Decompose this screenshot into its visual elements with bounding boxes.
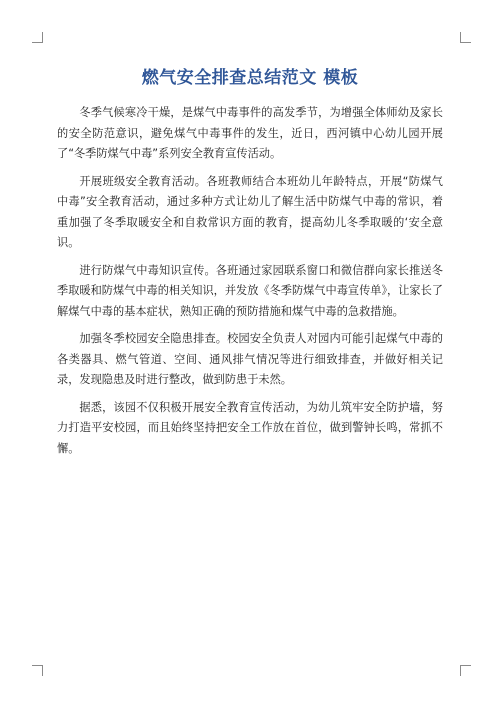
paragraph-2: 开展班级安全教育活动。各班教师结合本班幼儿年龄特点，开展“防煤气中毒”安全教育活动，通过多种方式让幼儿了解生活中防煤气中毒的常识，着重加强了冬季取暖安全和自救常识方面的教育，提高幼儿冬季取暖的‘安全意识。 (57, 174, 443, 249)
crop-mark-bottom-right (460, 665, 471, 676)
crop-mark-top-left (32, 32, 43, 43)
document-title: 燃气安全排查总结范文 模板 (141, 68, 359, 88)
crop-mark-top-right (460, 32, 471, 43)
paragraph-4: 加强冬季校园安全隐患排查。校园安全负责人对园内可能引起煤气中毒的各类器具、燃气管道、空间、通风排气情况等进行细致排查，并做好相关记录，发现隐患及时进行整改，做到防患于未然。 (57, 332, 443, 386)
crop-mark-bottom-left (32, 665, 43, 676)
document-body (57, 103, 443, 466)
paragraph-3: 进行防煤气中毒知识宣传。各班通过家园联系窗口和微信群向家长推送冬季取暖和防煤气中毒的相关知识，并发放《冬季防煤气中毒宣传单》，让家长了解煤气中毒的基本症状，熟知正确的预防措施和煤气中毒的急救措施。 (57, 263, 443, 318)
paragraph-5: 据悉，该园不仅积极开展安全教育宣传活动，为幼儿筑牢安全防护墙，努力打造平安校园，而且始终坚持把安全工作放在首位，做到警钟长鸣，常抓不懈。 (57, 400, 443, 455)
paragraph-1: 冬季气候寒冷干燥，是煤气中毒事件的高发季节，为增强全体师幼及家长的安全防范意识，避免煤气中毒事件的发生，近日，西河镇中心幼儿园开展了“冬季防煤气中毒”系列安全教育宣传活动。 (57, 106, 443, 160)
